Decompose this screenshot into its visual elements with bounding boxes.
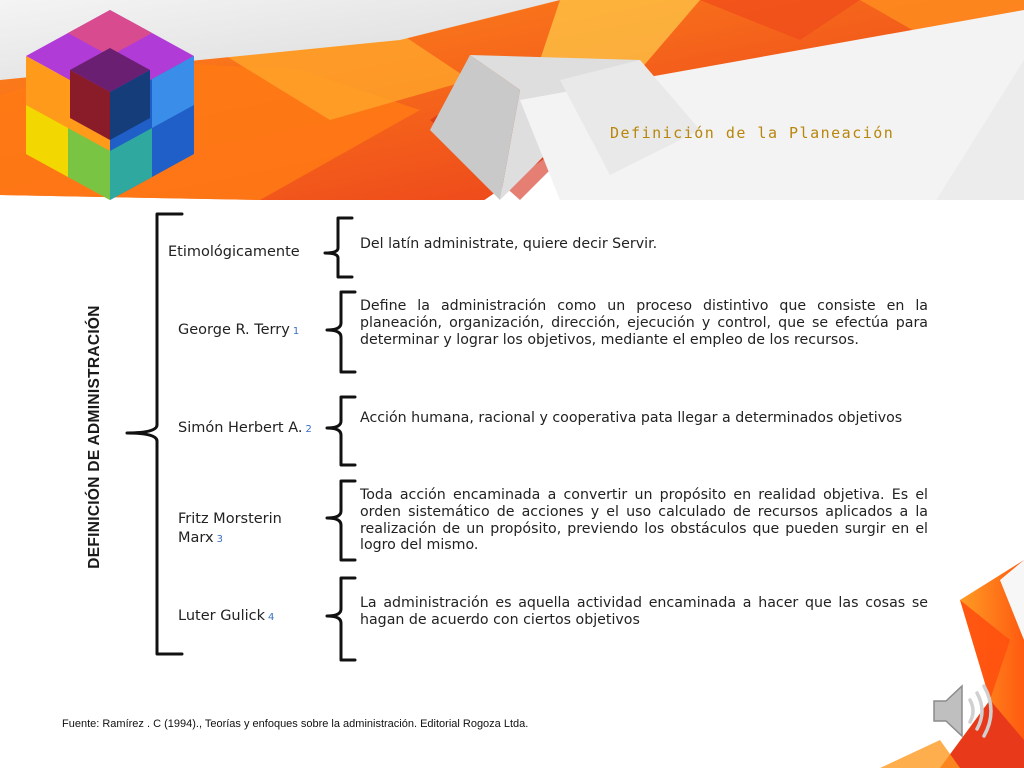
reference-number: 4	[268, 612, 275, 623]
label-text: Etimológicamente	[168, 244, 300, 260]
speaker-icon[interactable]	[928, 678, 998, 743]
definition-text-simon: Acción humana, racional y cooperativa pata llegar a determinados objetivos	[360, 410, 903, 426]
label-text-line2: Marx	[178, 530, 214, 546]
definition-text-terry: Define la administración como un proceso distintivo que consiste en la planeación, organización, dirección, ejecución y control, que se efectúa para determinar y lograr los objetivos, mediante el empleo de los recursos.	[360, 298, 928, 348]
definition-label-etymology	[168, 243, 300, 262]
definition-text-fritz: Toda acción encaminada a convertir un propósito en realidad objetiva. Es el orden sistemático de acciones y el uso calculado de recursos aplicados a la realización de un propósito, previendo los obstáculos que pueden surgir en el logro del mismo.	[360, 487, 928, 554]
source-citation: Fuente: Ramírez . C (1994)., Teorías y enfoques sobre la administración. Editorial Rogoza Ltda.	[62, 718, 529, 730]
label-text: Fritz Morsterin	[178, 511, 282, 527]
definition-text-etymology: Del latín administrate, quiere decir Servir.	[360, 236, 658, 252]
reference-number: 1	[292, 326, 300, 337]
definition-label-gulick	[178, 607, 274, 627]
label-text: Simón Herbert A.	[178, 420, 303, 436]
reference-number: 3	[216, 534, 223, 545]
slide-title: Definición de la Planeación	[610, 124, 895, 142]
label-text: Luter Gulick	[178, 608, 266, 624]
reference-number: 2	[305, 424, 312, 435]
vertical-title: DEFINICIÓN DE ADMINISTRACIÓN	[86, 305, 103, 569]
definition-text-gulick: La administración es aquella actividad encaminada a hacer que las cosas se hagan de acuerdo con ciertos objetivos	[360, 595, 928, 628]
definition-label-simon	[178, 419, 312, 439]
definition-label-fritz	[178, 510, 282, 549]
label-text: George R. Terry	[178, 322, 290, 338]
definition-label-terry	[178, 321, 299, 341]
